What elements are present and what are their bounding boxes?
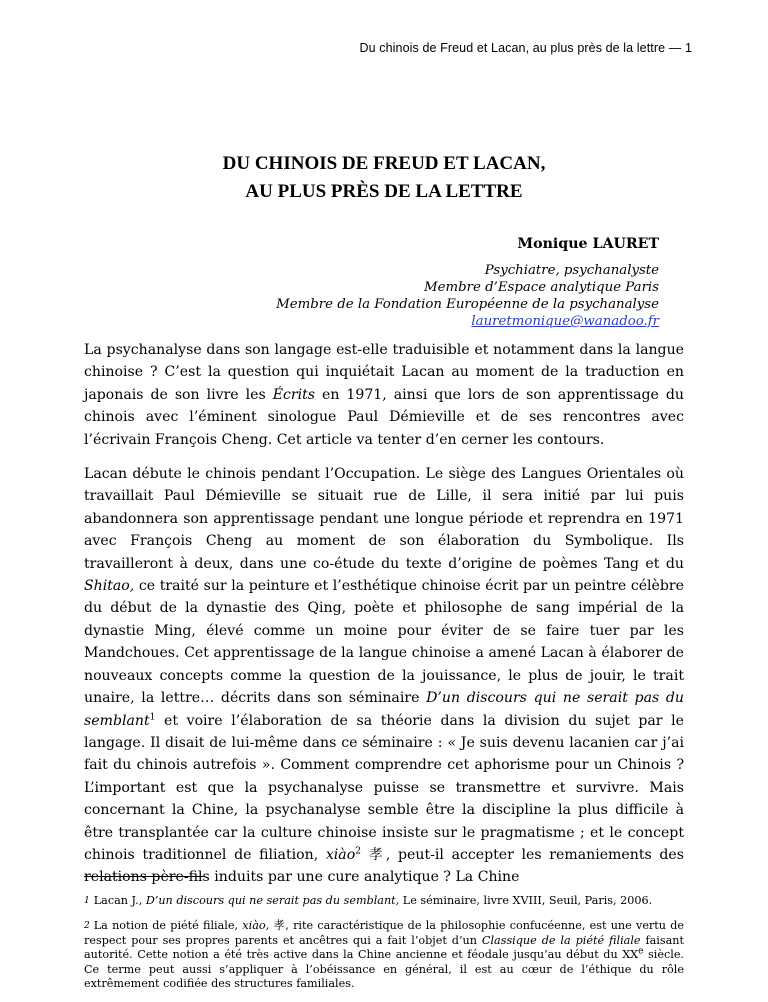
italic-term: xiào <box>325 846 356 863</box>
footnote-2 <box>84 919 684 991</box>
footnote-ref-1[interactable]: 1 <box>149 711 156 722</box>
text-run: et voire l’élaboration de sa théorie dans la division du sujet par le langage. Il disait de lui-même dans ce séminaire : « Je suis devenu lacanien car j’ai fait du chinois autrefois ». Comment comprendre cet aphorisme pour un Chinois ? L’important est que la psychanalyse puisse se transmettre et survivre. Mais concernant la Chine, la psychanalyse semble être la discipline la plus difficile à être transplantée car la culture chinoise insiste sur le pragmatisme ; et le concept chinois traditionnel de filiation, <box>84 712 684 863</box>
italic-title: Écrits <box>272 386 316 403</box>
paragraph-2 <box>84 463 684 889</box>
text-run: en 1971, ainsi que lors de son apprentissage du chinois avec l’éminent sinologue Paul Démieville et de ses rencontres avec l’écrivain François Cheng. Cet article va tenter d’en cerner les contours. <box>84 386 684 448</box>
article-title <box>0 150 768 206</box>
italic-title: Shitao, <box>84 578 135 595</box>
italic-term: xiào, <box>242 919 270 933</box>
footnotes <box>84 894 684 1002</box>
paragraph-1 <box>84 339 684 451</box>
text-run: 孝, peut-il accepter les remaniements des relations père-fils induits par une cure analytique ? La Chine <box>84 846 684 886</box>
text-run: Lacan J., <box>93 894 146 907</box>
title-line-1: DU CHINOIS DE FREUD ET LACAN, <box>222 153 546 174</box>
text-run: siècle. Ce terme peut aussi s’appliquer à l’obéissance en général, il est au cœur de l’éthique du rôle extrêmement codifiée des structures familiales. <box>84 948 684 991</box>
text-run: faisant autorité. Cette notion a été très active dans la Chine ancienne et féodale jusqu’au début du XX <box>84 933 684 962</box>
footnote-ref-2[interactable]: 2 <box>355 846 361 857</box>
text-run: ce traité sur la peinture et l’esthétique chinoise écrit par un peintre célèbre du début de la dynastie des Qing, poète et philosophe de sang impérial de la dynastie Ming, élevé comme un moine pour éviter de se faire tuer par les Mandchoues. Cet apprentissage de la langue chinoise a amené Lacan à élaborer de nouveaux concepts comme la question de la jouissance, le plus de jouir, le trait unaire, la lettre… décrits dans son séminaire <box>84 578 684 707</box>
running-head: Du chinois de Freud et Lacan, au plus près de la lettre — 1 <box>359 41 692 55</box>
text-run: La psychanalyse dans son langage est-elle traduisible et notamment dans la langue chinoise ? C’est la question qui inquiétait Lacan au moment de la traduction en japonais de son livre les <box>84 342 684 403</box>
author-affiliation: Membre d’Espace analytique Paris <box>424 280 659 295</box>
italic-title: D’un discours qui ne serait pas du semblant <box>84 690 684 729</box>
italic-title: Classique de la piété filiale <box>481 933 641 947</box>
footnote-1 <box>84 894 684 908</box>
author-name: Monique LAURET <box>517 236 659 252</box>
footnote-number: 1 <box>84 896 90 906</box>
superscript: e <box>638 946 644 957</box>
italic-title: D’un discours qui ne serait pas du semblant, <box>145 894 400 907</box>
author-block <box>276 236 659 330</box>
footnote-separator <box>84 876 204 877</box>
text-run: La notion de piété filiale, <box>93 919 243 933</box>
text-run: Le séminaire, livre XVIII, Seuil, Paris, 2006. <box>399 894 653 907</box>
author-affiliation: Membre de la Fondation Européenne de la psychanalyse <box>276 297 659 312</box>
author-email-link[interactable]: lauretmonique@wanadoo.fr <box>471 314 659 329</box>
author-affiliation: Psychiatre, psychanalyste <box>484 263 659 278</box>
title-line-2: AU PLUS PRÈS DE LA LETTRE <box>245 181 523 202</box>
article-body <box>84 339 684 901</box>
text-run: Lacan débute le chinois pendant l’Occupation. Le siège des Langues Orientales où travaillait Paul Démieville se situait rue de Lille, il sera initié par lui puis abandonnera son apprentissage pendant une longue période et reprendra en 1971 avec François Cheng au moment de son élaboration du Symbolique. Ils travailleront à deux, dans une co-étude du texte d’origine de poèmes Tang et du <box>84 466 684 572</box>
text-run: 孝, rite caractéristique de la philosophie confucéenne, est une vertu de respect pour ses propres parents et ancêtres qui a fait l’objet d’un <box>84 919 685 947</box>
footnote-number: 2 <box>84 921 90 932</box>
